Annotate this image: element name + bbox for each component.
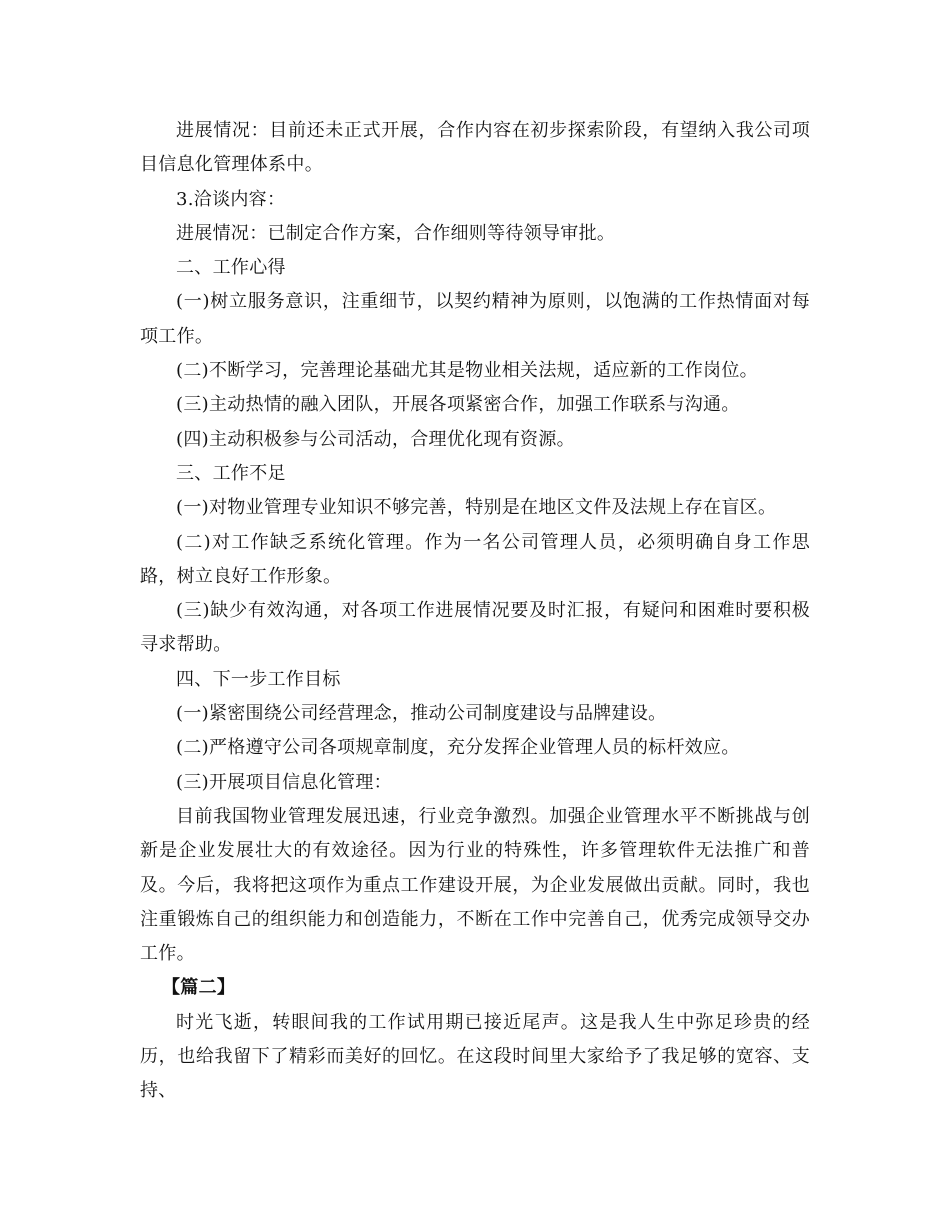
paragraph-experience-1: (一)树立服务意识，注重细节，以契约精神为原则，以饱满的工作热情面对每项工作。 (140, 291, 810, 347)
section-heading-next-goals: 四、下一步工作目标 (176, 668, 341, 690)
paragraph-goal-1: (一)紧密围绕公司经营理念，推动公司制度建设与品牌建设。 (176, 703, 667, 725)
paragraph-progress-2: 进展情况：已制定合作方案，合作细则等待领导审批。 (176, 222, 616, 244)
paragraph-shortcoming-2: (二)对工作缺乏系统化管理。作为一名公司管理人员，必须明确自身工作思路，树立良好工作形象。 (140, 531, 810, 587)
paragraph-goal-2: (二)严格遵守公司各项规章制度，充分发挥企业管理人员的标杆效应。 (176, 737, 740, 759)
paragraph-experience-4: (四)主动积极参与公司活动，合理优化现有资源。 (176, 428, 575, 450)
paragraph-shortcoming-3: (三)缺少有效沟通，对各项工作进展情况要及时汇报，有疑问和困难时要积极寻求帮助。 (140, 600, 810, 656)
paragraph-part-two-intro: 时光飞逝，转眼间我的工作试用期已接近尾声。这是我人生中弥足珍贵的经历，也给我留下了精彩而美好的回忆。在这段时间里大家给予了我足够的宽容、支持、 (140, 1011, 810, 1102)
paragraph-shortcoming-1: (一)对物业管理专业知识不够完善，特别是在地区文件及法规上存在盲区。 (176, 497, 777, 519)
paragraph-negotiation-3: 3.洽谈内容： (176, 188, 286, 210)
part-two-heading: 【篇二】 (162, 977, 236, 999)
paragraph-goal-3: (三)开展项目信息化管理： (176, 771, 392, 793)
paragraph-progress-1: 进展情况：目前还未正式开展，合作内容在初步探索阶段，有望纳入我公司项目信息化管理体系中。 (140, 120, 810, 176)
paragraph-experience-3: (三)主动热情的融入团队，开展各项紧密合作，加强工作联系与沟通。 (176, 394, 740, 416)
section-heading-shortcomings: 三、工作不足 (176, 462, 286, 484)
section-heading-work-experience: 二、工作心得 (176, 257, 286, 279)
paragraph-experience-2: (二)不断学习，完善理论基础尤其是物业相关法规，适应新的工作岗位。 (176, 360, 758, 382)
paragraph-informatization-detail: 目前我国物业管理发展迅速，行业竞争激烈。加强企业管理水平不断挑战与创新是企业发展壮大的有效途径。因为行业的特殊性，许多管理软件无法推广和普及。今后，我将把这项作为重点工作建设开展，为企业发展做出贡献。同时，我也注重锻炼自己的组织能力和创造能力，不断在工作中完善自己，优秀完成领导交办工作。 (140, 805, 810, 965)
